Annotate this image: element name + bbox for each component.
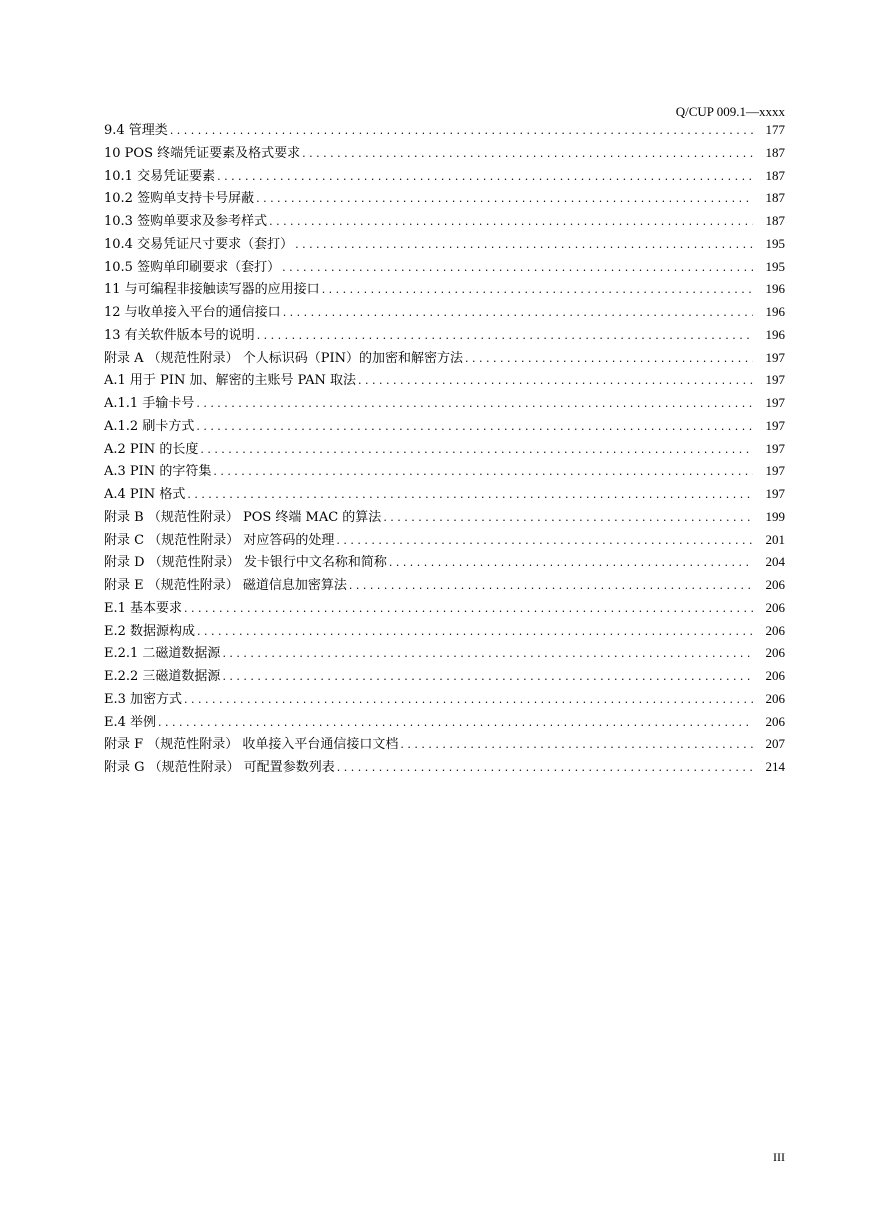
toc-dot-leader bbox=[383, 510, 753, 526]
toc-entry[interactable] bbox=[104, 259, 785, 282]
toc-entry[interactable] bbox=[104, 691, 785, 714]
toc-entry[interactable] bbox=[104, 395, 785, 418]
table-of-contents bbox=[104, 122, 785, 782]
toc-entry-title[interactable]: 附录 G （规范性附录） 可配置参数列表 bbox=[104, 760, 335, 775]
toc-entry-page[interactable]: 187 bbox=[765, 144, 785, 160]
toc-entry-title[interactable]: 附录 B （规范性附录） POS 终端 MAC 的算法 bbox=[104, 509, 382, 525]
toc-entry-title[interactable]: E.4 举例 bbox=[104, 714, 157, 730]
toc-entry[interactable] bbox=[104, 418, 785, 441]
toc-entry[interactable] bbox=[104, 372, 785, 395]
toc-entry[interactable] bbox=[104, 145, 785, 168]
toc-entry-page[interactable]: 196 bbox=[765, 281, 785, 297]
toc-dot-leader bbox=[295, 237, 753, 253]
toc-entry-title[interactable]: 附录 F （规范性附录） 收单接入平台通信接口文档 bbox=[104, 737, 399, 753]
toc-entry-page[interactable]: 206 bbox=[765, 645, 785, 661]
toc-entry[interactable] bbox=[104, 736, 785, 759]
toc-entry[interactable] bbox=[104, 281, 785, 304]
toc-entry-title[interactable]: 附录 E （规范性附录） 磁道信息加密算法 bbox=[104, 578, 347, 593]
toc-dot-leader bbox=[213, 464, 753, 480]
toc-entry[interactable] bbox=[104, 759, 785, 782]
toc-dot-leader bbox=[336, 533, 753, 549]
toc-entry[interactable] bbox=[104, 236, 785, 259]
toc-dot-leader bbox=[200, 442, 753, 458]
toc-entry-page[interactable]: 196 bbox=[765, 304, 785, 319]
toc-entry-page[interactable]: 195 bbox=[765, 235, 785, 251]
toc-entry-title[interactable]: 10 POS 终端凭证要素及格式要求 bbox=[104, 145, 301, 161]
toc-dot-leader bbox=[158, 715, 753, 731]
toc-entry-page[interactable]: 204 bbox=[765, 554, 785, 570]
toc-entry-page[interactable]: 197 bbox=[765, 440, 785, 456]
toc-dot-leader bbox=[269, 214, 753, 230]
toc-entry-page[interactable]: 197 bbox=[765, 486, 785, 501]
toc-entry-title[interactable]: 10.4 交易凭证尺寸要求（套打） bbox=[104, 236, 294, 252]
toc-entry[interactable] bbox=[104, 350, 785, 373]
toc-entry-title[interactable]: E.2 数据源构成 bbox=[104, 623, 196, 639]
toc-entry-page[interactable]: 187 bbox=[765, 213, 785, 228]
toc-entry-page[interactable]: 187 bbox=[765, 167, 785, 183]
toc-entry-title[interactable]: 10.3 签购单要求及参考样式 bbox=[104, 214, 268, 229]
toc-entry-title[interactable]: A.3 PIN 的字符集 bbox=[104, 464, 212, 480]
page-number: III bbox=[773, 1150, 785, 1164]
toc-dot-leader bbox=[400, 737, 753, 753]
toc-entry-page[interactable]: 207 bbox=[765, 736, 785, 752]
toc-entry-title[interactable]: A.2 PIN 的长度 bbox=[104, 441, 199, 457]
toc-entry-title[interactable]: 附录 D （规范性附录） 发卡银行中文名称和简称 bbox=[104, 555, 387, 571]
toc-entry-page[interactable]: 196 bbox=[765, 326, 785, 342]
toc-dot-leader bbox=[187, 487, 753, 503]
toc-entry-page[interactable]: 206 bbox=[765, 668, 785, 683]
toc-entry-title[interactable]: A.4 PIN 格式 bbox=[104, 487, 186, 502]
toc-entry-title[interactable]: 11 与可编程非接触读写器的应用接口 bbox=[104, 282, 320, 298]
toc-entry[interactable] bbox=[104, 600, 785, 623]
toc-entry-page[interactable]: 206 bbox=[765, 622, 785, 638]
toc-dot-leader bbox=[337, 760, 753, 776]
toc-dot-leader bbox=[465, 351, 753, 367]
toc-entry-title[interactable]: 9.4 管理类 bbox=[104, 123, 168, 138]
toc-entry[interactable] bbox=[104, 486, 785, 509]
toc-entry[interactable] bbox=[104, 509, 785, 532]
toc-entry-page[interactable]: 206 bbox=[765, 599, 785, 615]
toc-entry-title[interactable]: 10.2 签购单支持卡号屏蔽 bbox=[104, 191, 255, 207]
toc-entry-page[interactable]: 187 bbox=[765, 190, 785, 206]
toc-dot-leader bbox=[389, 555, 753, 571]
toc-dot-leader bbox=[358, 373, 753, 389]
toc-entry-title[interactable]: E.3 加密方式 bbox=[104, 691, 183, 707]
toc-entry-page[interactable]: 197 bbox=[765, 372, 785, 388]
toc-entry[interactable] bbox=[104, 213, 785, 236]
toc-dot-leader bbox=[302, 146, 753, 162]
toc-dot-leader bbox=[349, 578, 753, 594]
toc-dot-leader bbox=[170, 123, 753, 139]
toc-entry[interactable] bbox=[104, 668, 785, 691]
toc-entry[interactable] bbox=[104, 304, 785, 327]
toc-entry-page[interactable]: 197 bbox=[765, 463, 785, 479]
toc-entry-title[interactable]: 附录 A （规范性附录） 个人标识码（PIN）的加密和解密方法 bbox=[104, 350, 464, 366]
toc-entry-page[interactable]: 197 bbox=[765, 349, 785, 365]
document-code-header: Q/CUP 009.1—xxxx bbox=[675, 104, 785, 119]
toc-entry-title[interactable]: E.1 基本要求 bbox=[104, 600, 183, 616]
toc-entry-page[interactable]: 206 bbox=[765, 690, 785, 706]
toc-entry-page[interactable]: 197 bbox=[765, 417, 785, 433]
toc-entry-title[interactable]: 10.5 签购单印刷要求（套打） bbox=[104, 259, 281, 275]
toc-entry[interactable] bbox=[104, 190, 785, 213]
toc-entry-page[interactable]: 199 bbox=[765, 508, 785, 524]
toc-entry[interactable] bbox=[104, 623, 785, 646]
toc-entry[interactable] bbox=[104, 463, 785, 486]
toc-dot-leader bbox=[256, 191, 753, 207]
toc-entry-page[interactable]: 214 bbox=[765, 759, 785, 774]
toc-entry-title[interactable]: A.1 用于 PIN 加、解密的主账号 PAN 取法 bbox=[104, 373, 357, 389]
toc-entry[interactable] bbox=[104, 122, 785, 145]
toc-dot-leader bbox=[196, 419, 753, 435]
toc-dot-leader bbox=[282, 260, 753, 276]
toc-entry-title[interactable]: 10.1 交易凭证要素 bbox=[104, 168, 216, 184]
toc-dot-leader bbox=[222, 646, 753, 662]
toc-entry[interactable] bbox=[104, 168, 785, 191]
toc-entry[interactable] bbox=[104, 645, 785, 668]
toc-dot-leader bbox=[184, 601, 753, 617]
toc-entry-title[interactable]: E.2.2 三磁道数据源 bbox=[104, 669, 221, 684]
toc-entry-title[interactable]: A.1.2 刷卡方式 bbox=[104, 418, 195, 434]
toc-dot-leader bbox=[184, 692, 753, 708]
toc-dot-leader bbox=[197, 624, 753, 640]
toc-entry-title[interactable]: A.1.1 手输卡号 bbox=[104, 396, 195, 411]
toc-entry-page[interactable]: 201 bbox=[765, 531, 785, 547]
toc-entry-title[interactable]: 附录 C （规范性附录） 对应答码的处理 bbox=[104, 532, 335, 548]
toc-entry[interactable] bbox=[104, 327, 785, 350]
toc-entry[interactable] bbox=[104, 441, 785, 464]
toc-entry-title[interactable]: E.2.1 二磁道数据源 bbox=[104, 646, 221, 662]
toc-entry-page[interactable]: 177 bbox=[765, 122, 785, 137]
toc-entry[interactable] bbox=[104, 714, 785, 737]
toc-entry[interactable] bbox=[104, 577, 785, 600]
toc-dot-leader bbox=[322, 282, 753, 298]
toc-entry-title[interactable]: 12 与收单接入平台的通信接口 bbox=[104, 305, 281, 320]
toc-entry[interactable] bbox=[104, 532, 785, 555]
toc-dot-leader bbox=[222, 669, 753, 685]
toc-dot-leader bbox=[283, 305, 753, 321]
toc-entry-title[interactable]: 13 有关软件版本号的说明 bbox=[104, 327, 255, 343]
toc-dot-leader bbox=[257, 328, 753, 344]
toc-entry[interactable] bbox=[104, 554, 785, 577]
toc-entry-page[interactable]: 195 bbox=[765, 258, 785, 274]
toc-entry-page[interactable]: 206 bbox=[765, 713, 785, 729]
toc-entry-page[interactable]: 206 bbox=[765, 577, 785, 592]
toc-entry-page[interactable]: 197 bbox=[765, 395, 785, 410]
toc-dot-leader bbox=[196, 396, 753, 412]
toc-dot-leader bbox=[217, 169, 753, 185]
